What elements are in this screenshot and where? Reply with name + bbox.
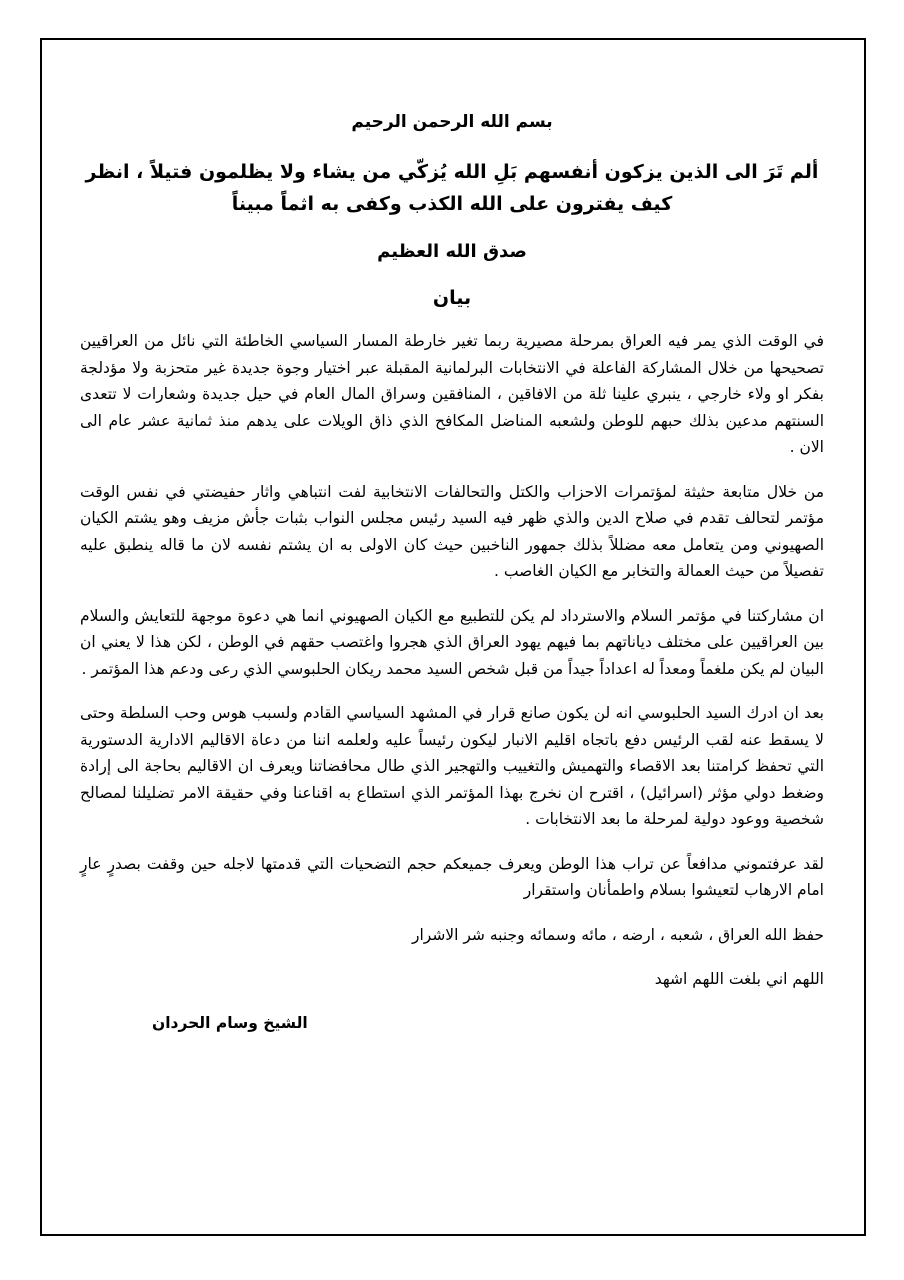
paragraph-5: لقد عرفتموني مدافعاً عن تراب هذا الوطن ويعرف جميعكم حجم التضحيات التي قدمتها لاجله حين وقفت بصدرٍ عارٍ امام الارهاب لتعيشوا بسلام واطمأنان واستقرار [80, 854, 824, 899]
closing-prayer: حفظ الله العراق ، شعبه ، ارضه ، مائه وسمائه وجنبه شر الاشرار [411, 925, 824, 944]
statement-document [80, 108, 824, 1036]
closing-testimony: اللهم اني بلغت اللهم اشهد [654, 969, 824, 988]
paragraph-1: في الوقت الذي يمر فيه العراق بمرحلة مصيرية ربما تغير خارطة المسار السياسي الخاطئة التي نائل من العراقيين تصحيحها من خلال المشاركة الفاعلة في الانتخابات البرلمانية المقبلة عبر اختيار وجوة جديدة غير متحزبة ولا مؤدلجة بفكر او ولاء خارجي ، ينبري علينا ثلة من الافاقين ، المنافقين وسراق المال العام في حيل جديدة وشعارات لا تتعدى السنتهم مدعين بذلك حبهم للوطن ولشعبه المناضل المكافح الذي ذاق الويلات على يدهم منذ ثمانية عشر عام الى الان . [80, 332, 824, 456]
statement-title: بيان [432, 287, 472, 309]
signature: الشيخ وسام الحردان [152, 1013, 308, 1032]
paragraph-2: من خلال متابعة حثيثة لمؤتمرات الاحزاب والكتل والتحالفات الانتخابية لفت انتباهي واثار حفيضتي في نفس الوقت مؤتمر لتحالف تقدم في صلاح الدين والذي ظهر فيه السيد رئيس مجلس النواب بثبات جأش مزيف وهو يشتم الكيان الصهيوني ومن يتعامل معه مضللاً بذلك جمهور الناخبين حيث كان الاولى به ان يشتم نفسه لان ما قاله ينطبق عليه تفصيلاً من حيث العمالة والتخابر مع الكيان الغاصب . [80, 482, 824, 580]
paragraph-3: ان مشاركتنا في مؤتمر السلام والاسترداد لم يكن للتطبيع مع الكيان الصهيوني انما هي دعوة موجهة للتعايش والسلام بين العراقيين على مختلف دياناتهم بما فيهم يهود العراق الذي هجروا واغتصب حقهم في الوطن ، لكن هذا لا يعني ان البيان لم يكن ملغماً ومعداً له اعداداً جيداً من قبل شخص السيد محمد ريكان الحلبوسي الذي رعى ودعم هذا المؤتمر . [80, 606, 824, 678]
quran-verse: ألم تَرَ الى الذين يزكون أنفسهم بَلِ الله يُزكّي من يشاء ولا يظلمون فتيلاً ، انظر كيف يفترون على الله الكذب وكفى به اثماً مبيناً [85, 161, 819, 215]
verse-closing: صدق الله العظيم [377, 241, 527, 262]
basmala-heading: بسم الله الرحمن الرحيم [351, 112, 553, 132]
paragraph-4: بعد ان ادرك السيد الحلبوسي انه لن يكون صانع قرار في المشهد السياسي القادم ولسبب هوس وحب السلطة وحتى لا يسقط عنه لقب الرئيس دفع باتجاه اقليم الانبار ليكون رئيساً عليه ولعلمه اننا من دعاة الاقاليم الادارية الدستورية التي تحفظ كرامتنا بعد الاقصاء والتهميش والتغييب والتهجير الذي طال محافضاتنا ويعرف ان الاقاليم بحاجة الى إرادة وضغط دولي مؤثر (اسرائيل) ، اقترح ان نخرج بهذا المؤتمر الذي استطاع به اقناعنا وفي حقيقة الامر تضليلنا لمصالح شخصية ووعود دولية لمرحلة ما بعد الانتخابات . [80, 704, 824, 828]
